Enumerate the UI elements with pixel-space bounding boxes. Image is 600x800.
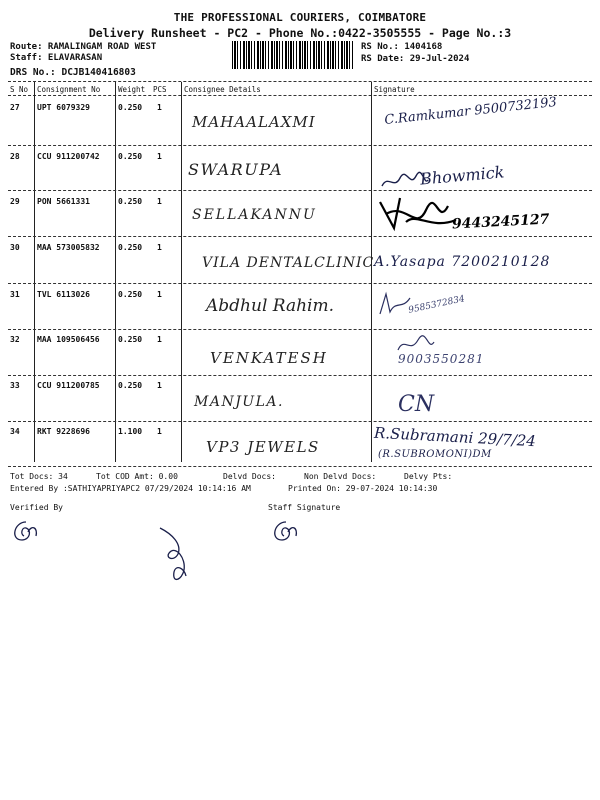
row-sno: 34 <box>10 427 20 436</box>
consignee-handwritten: MAHAALAXMI <box>192 113 316 131</box>
row-consignment: MAA 109506456 <box>37 335 100 344</box>
row-pcs: 1 <box>157 335 162 344</box>
row-consignment: CCU 911200742 <box>37 152 100 161</box>
company-title: THE PROFESSIONAL COURIERS, COIMBATORE <box>173 11 427 24</box>
signature-handwritten: CN <box>398 392 435 417</box>
verified-by-label: Verified By <box>10 503 63 512</box>
row-consignment: PON 5661331 <box>37 197 90 206</box>
row-weight: 0.250 <box>118 335 143 344</box>
signature-handwritten: R.Subramani 29/7/24 <box>373 423 537 451</box>
table-top-rule <box>8 81 592 82</box>
runsheet-subtitle: Delivery Runsheet - PC2 - Phone No.:0422-3505555 - Page No.:3 <box>88 26 512 40</box>
signature-handwritten: A.Yasapa 7200210128 <box>374 254 551 270</box>
row-weight: 0.250 <box>118 243 143 252</box>
row-rule <box>8 283 592 284</box>
consignee-handwritten: VENKATESH <box>210 349 328 367</box>
row-pcs: 1 <box>157 243 162 252</box>
row-pcs: 1 <box>157 152 162 161</box>
row-rule <box>8 375 592 376</box>
row-sno: 32 <box>10 335 20 344</box>
row-consignment: MAA 573005832 <box>37 243 100 252</box>
total-cod-amount: Tot COD Amt: 0.00 <box>96 472 178 481</box>
signature-handwritten: 9443245127 <box>451 211 550 233</box>
delivery-points: Delvy Pts: <box>404 472 453 481</box>
delivered-docs: Delvd Docs: <box>223 472 276 481</box>
signature-name-handwritten: (R.SUBROMONI)DM <box>378 449 492 460</box>
row-consignment: CCU 911200785 <box>37 381 100 390</box>
column-header-consignee: Consignee Details <box>184 85 261 94</box>
row-sno: 30 <box>10 243 20 252</box>
column-divider <box>371 82 372 462</box>
printed-on: Printed On: 29-07-2024 10:14:30 <box>288 484 438 493</box>
row-pcs: 1 <box>157 290 162 299</box>
staff-signature-label: Staff Signature <box>268 503 341 512</box>
row-consignment: TVL 6113026 <box>37 290 90 299</box>
verifier-signature-scribble <box>8 518 44 544</box>
consignee-handwritten: VILA DENTALCLINIC <box>202 255 375 271</box>
row-rule <box>8 190 592 191</box>
column-header-sno: S No <box>10 85 29 94</box>
row-weight: 0.250 <box>118 103 143 112</box>
row-pcs: 1 <box>157 381 162 390</box>
drs-number: DRS No.: DCJB140416803 <box>10 67 136 78</box>
column-header-weight: Weight <box>118 85 146 94</box>
row-rule <box>8 329 592 330</box>
row-weight: 0.250 <box>118 152 143 161</box>
row-rule <box>8 421 592 422</box>
entered-by: Entered By :SATHIYAPRIYAPC2 07/29/2024 10:14:16 AM <box>10 484 251 493</box>
rs-date: RS Date: 29-Jul-2024 <box>361 54 470 64</box>
signature-handwritten: Bhowmick <box>419 162 506 189</box>
row-weight: 0.250 <box>118 381 143 390</box>
signature-handwritten: C.Ramkumar 9500732193 <box>383 94 558 129</box>
row-consignment: UPT 6079329 <box>37 103 90 112</box>
row-consignment: RKT 9228696 <box>37 427 90 436</box>
row-weight: 1.100 <box>118 427 143 436</box>
table-bottom-rule <box>8 466 592 467</box>
column-divider <box>115 82 116 462</box>
staff-label: Staff: ELAVARASAN <box>10 53 103 63</box>
consignee-handwritten: VP3 JEWELS <box>206 438 320 456</box>
row-rule <box>8 236 592 237</box>
total-docs: Tot Docs: 34 <box>10 472 68 481</box>
consignee-handwritten: Abdhul Rahim. <box>206 296 335 316</box>
row-rule <box>8 145 592 146</box>
row-pcs: 1 <box>157 197 162 206</box>
row-pcs: 1 <box>157 427 162 436</box>
rs-number: RS No.: 1404168 <box>361 42 443 52</box>
column-header-pcs: PCS <box>153 85 167 94</box>
column-header-signature: Signature <box>374 85 415 94</box>
signature-handwritten: 9585372834 <box>407 294 466 316</box>
verifier-initial-scribble <box>156 524 196 586</box>
column-divider <box>34 82 35 462</box>
signature-scribble <box>380 170 430 192</box>
consignee-handwritten: SWARUPA <box>188 160 284 179</box>
row-sno: 27 <box>10 103 20 112</box>
row-sno: 33 <box>10 381 20 390</box>
row-sno: 28 <box>10 152 20 161</box>
column-divider <box>181 82 182 462</box>
route-label: Route: RAMALINGAM ROAD WEST <box>10 42 157 52</box>
staff-signature-scribble <box>268 518 304 544</box>
row-pcs: 1 <box>157 103 162 112</box>
row-weight: 0.250 <box>118 290 143 299</box>
row-weight: 0.250 <box>118 197 143 206</box>
row-sno: 31 <box>10 290 20 299</box>
header-rule <box>8 95 592 96</box>
consignee-handwritten: SELLAKANNU <box>192 207 317 223</box>
row-sno: 29 <box>10 197 20 206</box>
consignee-handwritten: MANJULA. <box>194 394 284 410</box>
non-delivered-docs: Non Delvd Docs: <box>304 472 377 481</box>
column-header-consignment: Consignment No <box>37 85 101 94</box>
barcode <box>232 41 354 69</box>
signature-handwritten: 9003550281 <box>398 352 485 366</box>
